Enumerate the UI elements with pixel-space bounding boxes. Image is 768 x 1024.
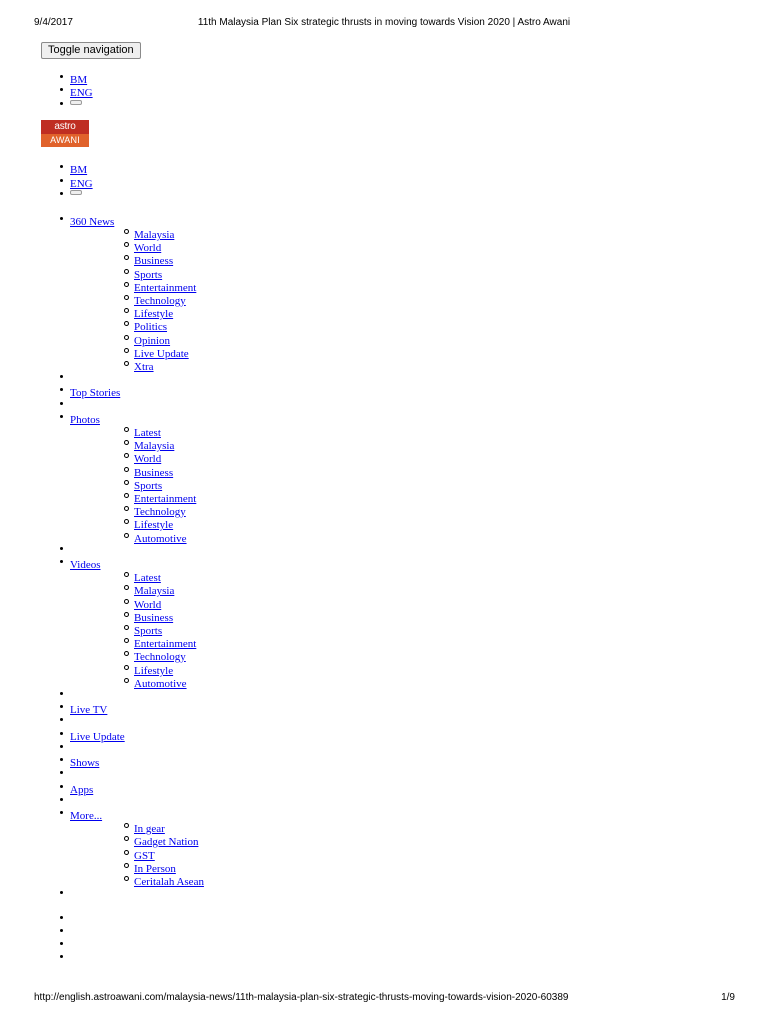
submenu-link-automotive[interactable]: Automotive <box>134 678 187 690</box>
submenu-item <box>134 423 161 439</box>
submenu-item <box>134 502 186 518</box>
nav-item-top-stories <box>70 383 121 399</box>
lang-link-eng[interactable]: ENG <box>70 178 93 190</box>
submenu-link-malaysia[interactable]: Malaysia <box>134 229 175 241</box>
submenu-link-in-gear[interactable]: In gear <box>134 823 165 835</box>
nav-item-live-update <box>70 727 125 743</box>
submenu-link-gadget-nation[interactable]: Gadget Nation <box>134 836 199 848</box>
lang-link-bm[interactable]: BM <box>70 164 88 176</box>
submenu-item <box>134 846 155 862</box>
print-date: 9/4/2017 <box>34 17 73 28</box>
submenu-item <box>134 344 189 360</box>
nav-link-live-tv[interactable]: Live TV <box>70 704 108 716</box>
lang-item-eng <box>70 83 93 99</box>
submenu-item <box>134 819 165 835</box>
submenu-link-entertainment[interactable]: Entertainment <box>134 638 197 650</box>
submenu-item <box>134 304 174 320</box>
submenu-item <box>134 225 175 241</box>
submenu-link-technology[interactable]: Technology <box>134 295 186 307</box>
submenu-item <box>134 872 204 888</box>
submenu-item <box>134 278 197 294</box>
nav-link-shows[interactable]: Shows <box>70 757 100 769</box>
submenu-link-technology[interactable]: Technology <box>134 651 186 663</box>
submenu-link-sports[interactable]: Sports <box>134 269 163 281</box>
submenu-link-business[interactable]: Business <box>134 467 174 479</box>
submenu-link-opinion[interactable]: Opinion <box>134 335 171 347</box>
nav-link-live-update[interactable]: Live Update <box>70 731 125 743</box>
toggle-navigation-button[interactable]: Toggle navigation <box>41 42 141 59</box>
submenu-item <box>134 436 175 452</box>
submenu-link-sports[interactable]: Sports <box>134 480 163 492</box>
print-footer <box>0 992 768 1006</box>
submenu-link-in-person[interactable]: In Person <box>134 863 176 875</box>
lang-item-bm <box>70 160 88 176</box>
nav-item-videos <box>70 555 101 571</box>
submenu-link-lifestyle[interactable]: Lifestyle <box>134 519 174 531</box>
search-button[interactable] <box>70 190 82 195</box>
submenu-item <box>134 291 186 307</box>
nav-link-360-news[interactable]: 360 News <box>70 216 115 228</box>
submenu-item <box>134 529 187 545</box>
submenu-link-automotive[interactable]: Automotive <box>134 533 187 545</box>
nav-link-photos[interactable]: Photos <box>70 414 100 426</box>
logo-line-astro: astro <box>41 120 89 134</box>
submenu-link-entertainment[interactable]: Entertainment <box>134 493 197 505</box>
submenu-item <box>134 581 175 597</box>
submenu-item <box>134 265 163 281</box>
submenu-item <box>134 674 187 690</box>
submenu-link-lifestyle[interactable]: Lifestyle <box>134 308 174 320</box>
submenu-item <box>134 859 176 875</box>
submenu-link-malaysia[interactable]: Malaysia <box>134 440 175 452</box>
submenu-link-latest[interactable]: Latest <box>134 427 161 439</box>
submenu-link-world[interactable]: World <box>134 453 162 465</box>
nav-link-videos[interactable]: Videos <box>70 559 101 571</box>
submenu-link-world[interactable]: World <box>134 242 162 254</box>
print-page-number: 1/9 <box>721 992 735 1003</box>
submenu-item <box>134 449 162 465</box>
submenu-link-ceritalah-asean[interactable]: Ceritalah Asean <box>134 876 204 888</box>
submenu-link-latest[interactable]: Latest <box>134 572 161 584</box>
submenu-item <box>134 515 174 531</box>
submenu-link-business[interactable]: Business <box>134 255 174 267</box>
submenu-item <box>134 568 161 584</box>
submenu-link-gst[interactable]: GST <box>134 850 155 862</box>
submenu-link-business[interactable]: Business <box>134 612 174 624</box>
submenu-link-technology[interactable]: Technology <box>134 506 186 518</box>
submenu-item <box>134 489 197 505</box>
nav-link-apps[interactable]: Apps <box>70 784 94 796</box>
print-title: 11th Malaysia Plan Six strategic thrusts in moving towards Vision 2020 | Astro Awani <box>197 17 571 28</box>
submenu-item <box>134 238 162 254</box>
submenu-link-politics[interactable]: Politics <box>134 321 168 333</box>
submenu-item <box>134 608 174 624</box>
submenu-item <box>134 647 186 663</box>
lang-item-bm <box>70 70 88 86</box>
submenu-link-entertainment[interactable]: Entertainment <box>134 282 197 294</box>
submenu-item <box>134 621 163 637</box>
nav-item-photos <box>70 410 100 426</box>
logo-line-awani: AWANI <box>41 134 89 147</box>
submenu-item <box>134 634 197 650</box>
astro-awani-logo[interactable] <box>41 120 89 147</box>
submenu-item <box>134 832 199 848</box>
submenu-link-live-update[interactable]: Live Update <box>134 348 189 360</box>
submenu-item <box>134 251 174 267</box>
submenu-item <box>134 357 154 373</box>
submenu-link-xtra[interactable]: Xtra <box>134 361 154 373</box>
submenu-item <box>134 317 168 333</box>
nav-item-live-tv <box>70 700 108 716</box>
nav-item-more <box>70 806 103 822</box>
submenu-item <box>134 661 174 677</box>
search-button[interactable] <box>70 100 82 105</box>
print-header <box>0 17 768 31</box>
submenu-item <box>134 331 171 347</box>
nav-link-more[interactable]: More... <box>70 810 103 822</box>
submenu-item <box>134 595 162 611</box>
submenu-item <box>134 463 174 479</box>
lang-link-eng[interactable]: ENG <box>70 87 93 99</box>
lang-link-bm[interactable]: BM <box>70 74 88 86</box>
print-url: http://english.astroawani.com/malaysia-news/11th-malaysia-plan-six-strategic-thrusts-moving-towards-vision-2020-60389 <box>34 992 569 1003</box>
submenu-link-sports[interactable]: Sports <box>134 625 163 637</box>
nav-item-apps <box>70 780 94 796</box>
nav-link-top-stories[interactable]: Top Stories <box>70 387 121 399</box>
submenu-link-malaysia[interactable]: Malaysia <box>134 585 175 597</box>
lang-item-eng <box>70 174 93 190</box>
nav-item-360-news <box>70 212 115 228</box>
submenu-item <box>134 476 163 492</box>
submenu-link-lifestyle[interactable]: Lifestyle <box>134 665 174 677</box>
nav-item-shows <box>70 753 100 769</box>
submenu-link-world[interactable]: World <box>134 599 162 611</box>
